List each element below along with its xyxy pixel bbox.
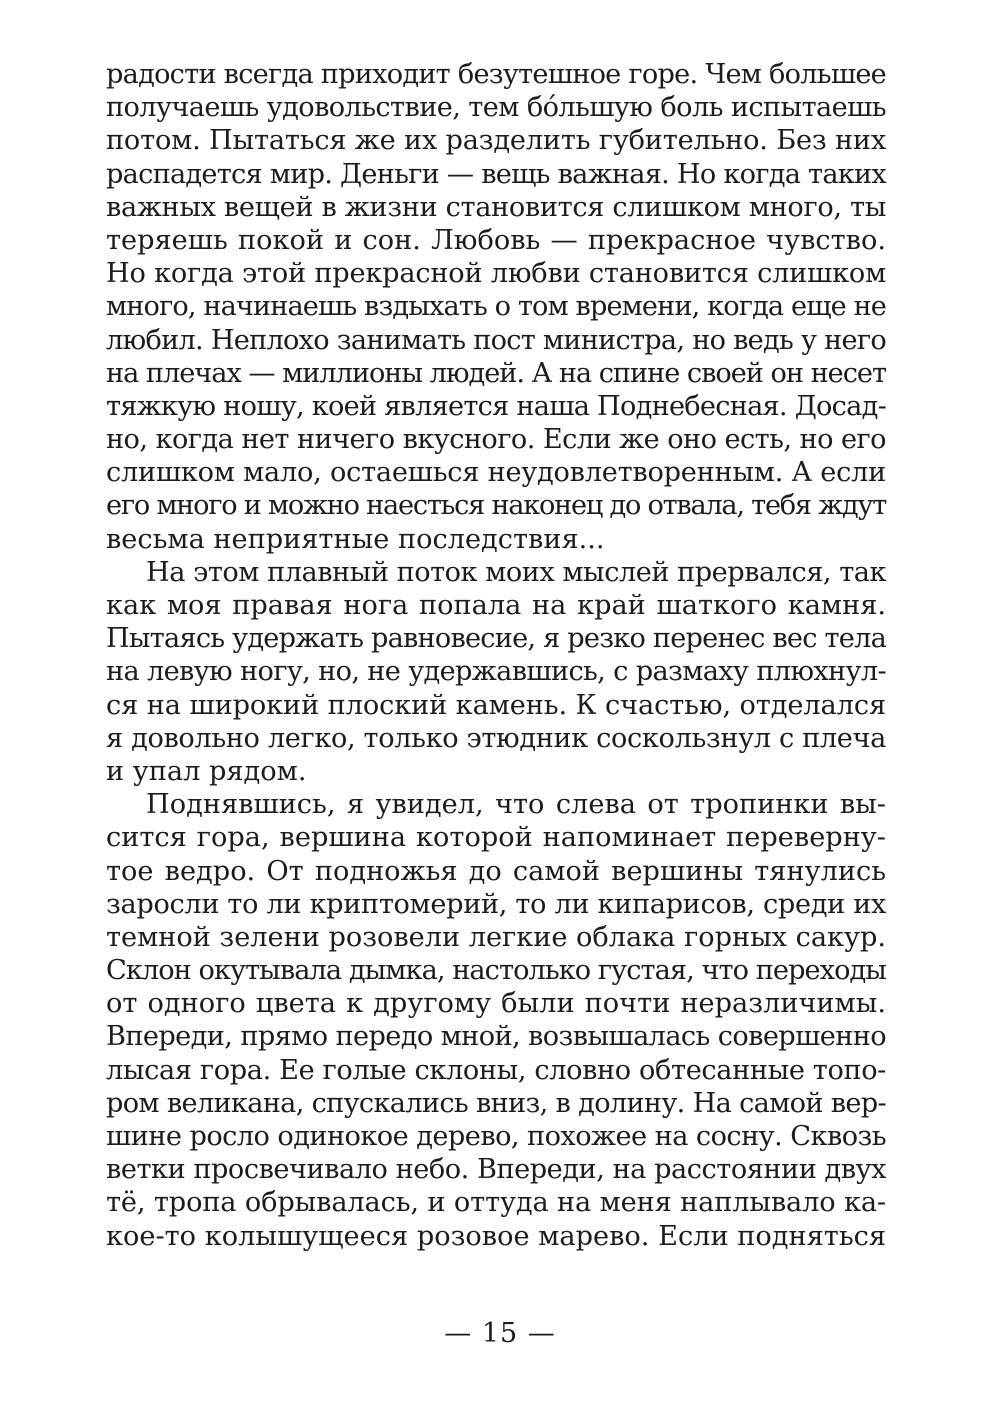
text-line: много, начинаешь вздыхать о том времени, когда еще не (106, 291, 887, 323)
text-line: как моя правая нога попала на край шаткого камня. (106, 590, 886, 621)
text-line: от одного цвета к другому были почти неразличимы. (106, 988, 886, 1020)
text-line: лысая гора. Ее голые склоны, словно обтесанные топо- (106, 1054, 886, 1086)
text-line: шине росло одинокое дерево, похожее на сосну. Сквозь (106, 1121, 887, 1152)
text-line: На этом плавный поток моих мыслей прервался, так (146, 556, 886, 588)
text-line: и упал рядом. (106, 755, 307, 787)
text-line: любил. Неплохо занимать пост министра, но ведь у него (106, 324, 886, 356)
text-line: весьма неприятные последствия... (106, 523, 605, 555)
text-line: ся на широкий плоский камень. К счастью, отделался (106, 689, 886, 721)
text-line: но, когда нет ничего вкусного. Если же оно есть, но его (106, 424, 886, 456)
text-line: кое-то колышущееся розовое марево. Если подняться (106, 1220, 886, 1252)
text-line: слишком мало, остаешься неудовлетворенным. А если (106, 457, 886, 489)
text-line: Поднявшись, я увидел, что слева от тропинки вы- (146, 789, 886, 821)
text-line: его много и можно наесться наконец до отвала, тебя ждут (106, 490, 887, 522)
text-line: Пытаясь удержать равновесие, я резко перенес вес тела (106, 623, 886, 655)
text-line: Но когда этой прекрасной любви становится слишком (106, 258, 887, 290)
text-line: важных вещей в жизни становится слишком много, ты (106, 191, 886, 223)
text-line: распадется мир. Деньги — вещь важная. Но когда таких (106, 158, 886, 190)
text-line: тё, тропа обрывалась, и оттуда на меня наплывало ка- (106, 1187, 886, 1219)
text-line: на левую ногу, но, не удержавшись, с размаху плюхнул- (106, 656, 886, 688)
text-line: заросли то ли криптомерий, то ли кипарисов, среди их (106, 888, 887, 920)
text-line: сится гора, вершина которой напоминает переверну- (106, 822, 886, 854)
body-text (106, 58, 886, 1253)
text-line: ветки просвечивало небо. Впереди, на расстоянии двух (106, 1154, 886, 1186)
text-line: на плечах — миллионы людей. А на спине своей он несет (106, 357, 887, 389)
page-number: — 15 — (444, 1318, 556, 1349)
text-line: потом. Пытаться же их разделить губительно. Без них (106, 125, 887, 157)
text-line: тое ведро. От подножья до самой вершины тянулись (106, 855, 886, 887)
text-line: радости всегда приходит безутешное горе. Чем большее (106, 59, 886, 90)
text-line: ром великана, спускались вниз, в долину. На самой вер- (106, 1087, 886, 1119)
text-line: Впереди, прямо передо мной, возвышалась совершенно (106, 1021, 887, 1053)
text-line: Склон окутывала дымка, настолько густая, что переходы (106, 955, 887, 987)
text-line: темной зелени розовели легкие облака горных сакур. (106, 921, 886, 953)
text-line: получаешь удовольствие, тем бóльшую боль испытаешь (106, 92, 887, 124)
text-line: я довольно легко, только этюдник соскользнул с плеча (106, 722, 886, 754)
text-line: тяжкую ношу, коей является наша Поднебесная. Досад- (106, 390, 887, 422)
text-line: теряешь покой и сон. Любовь — прекрасное чувство. (106, 224, 886, 256)
